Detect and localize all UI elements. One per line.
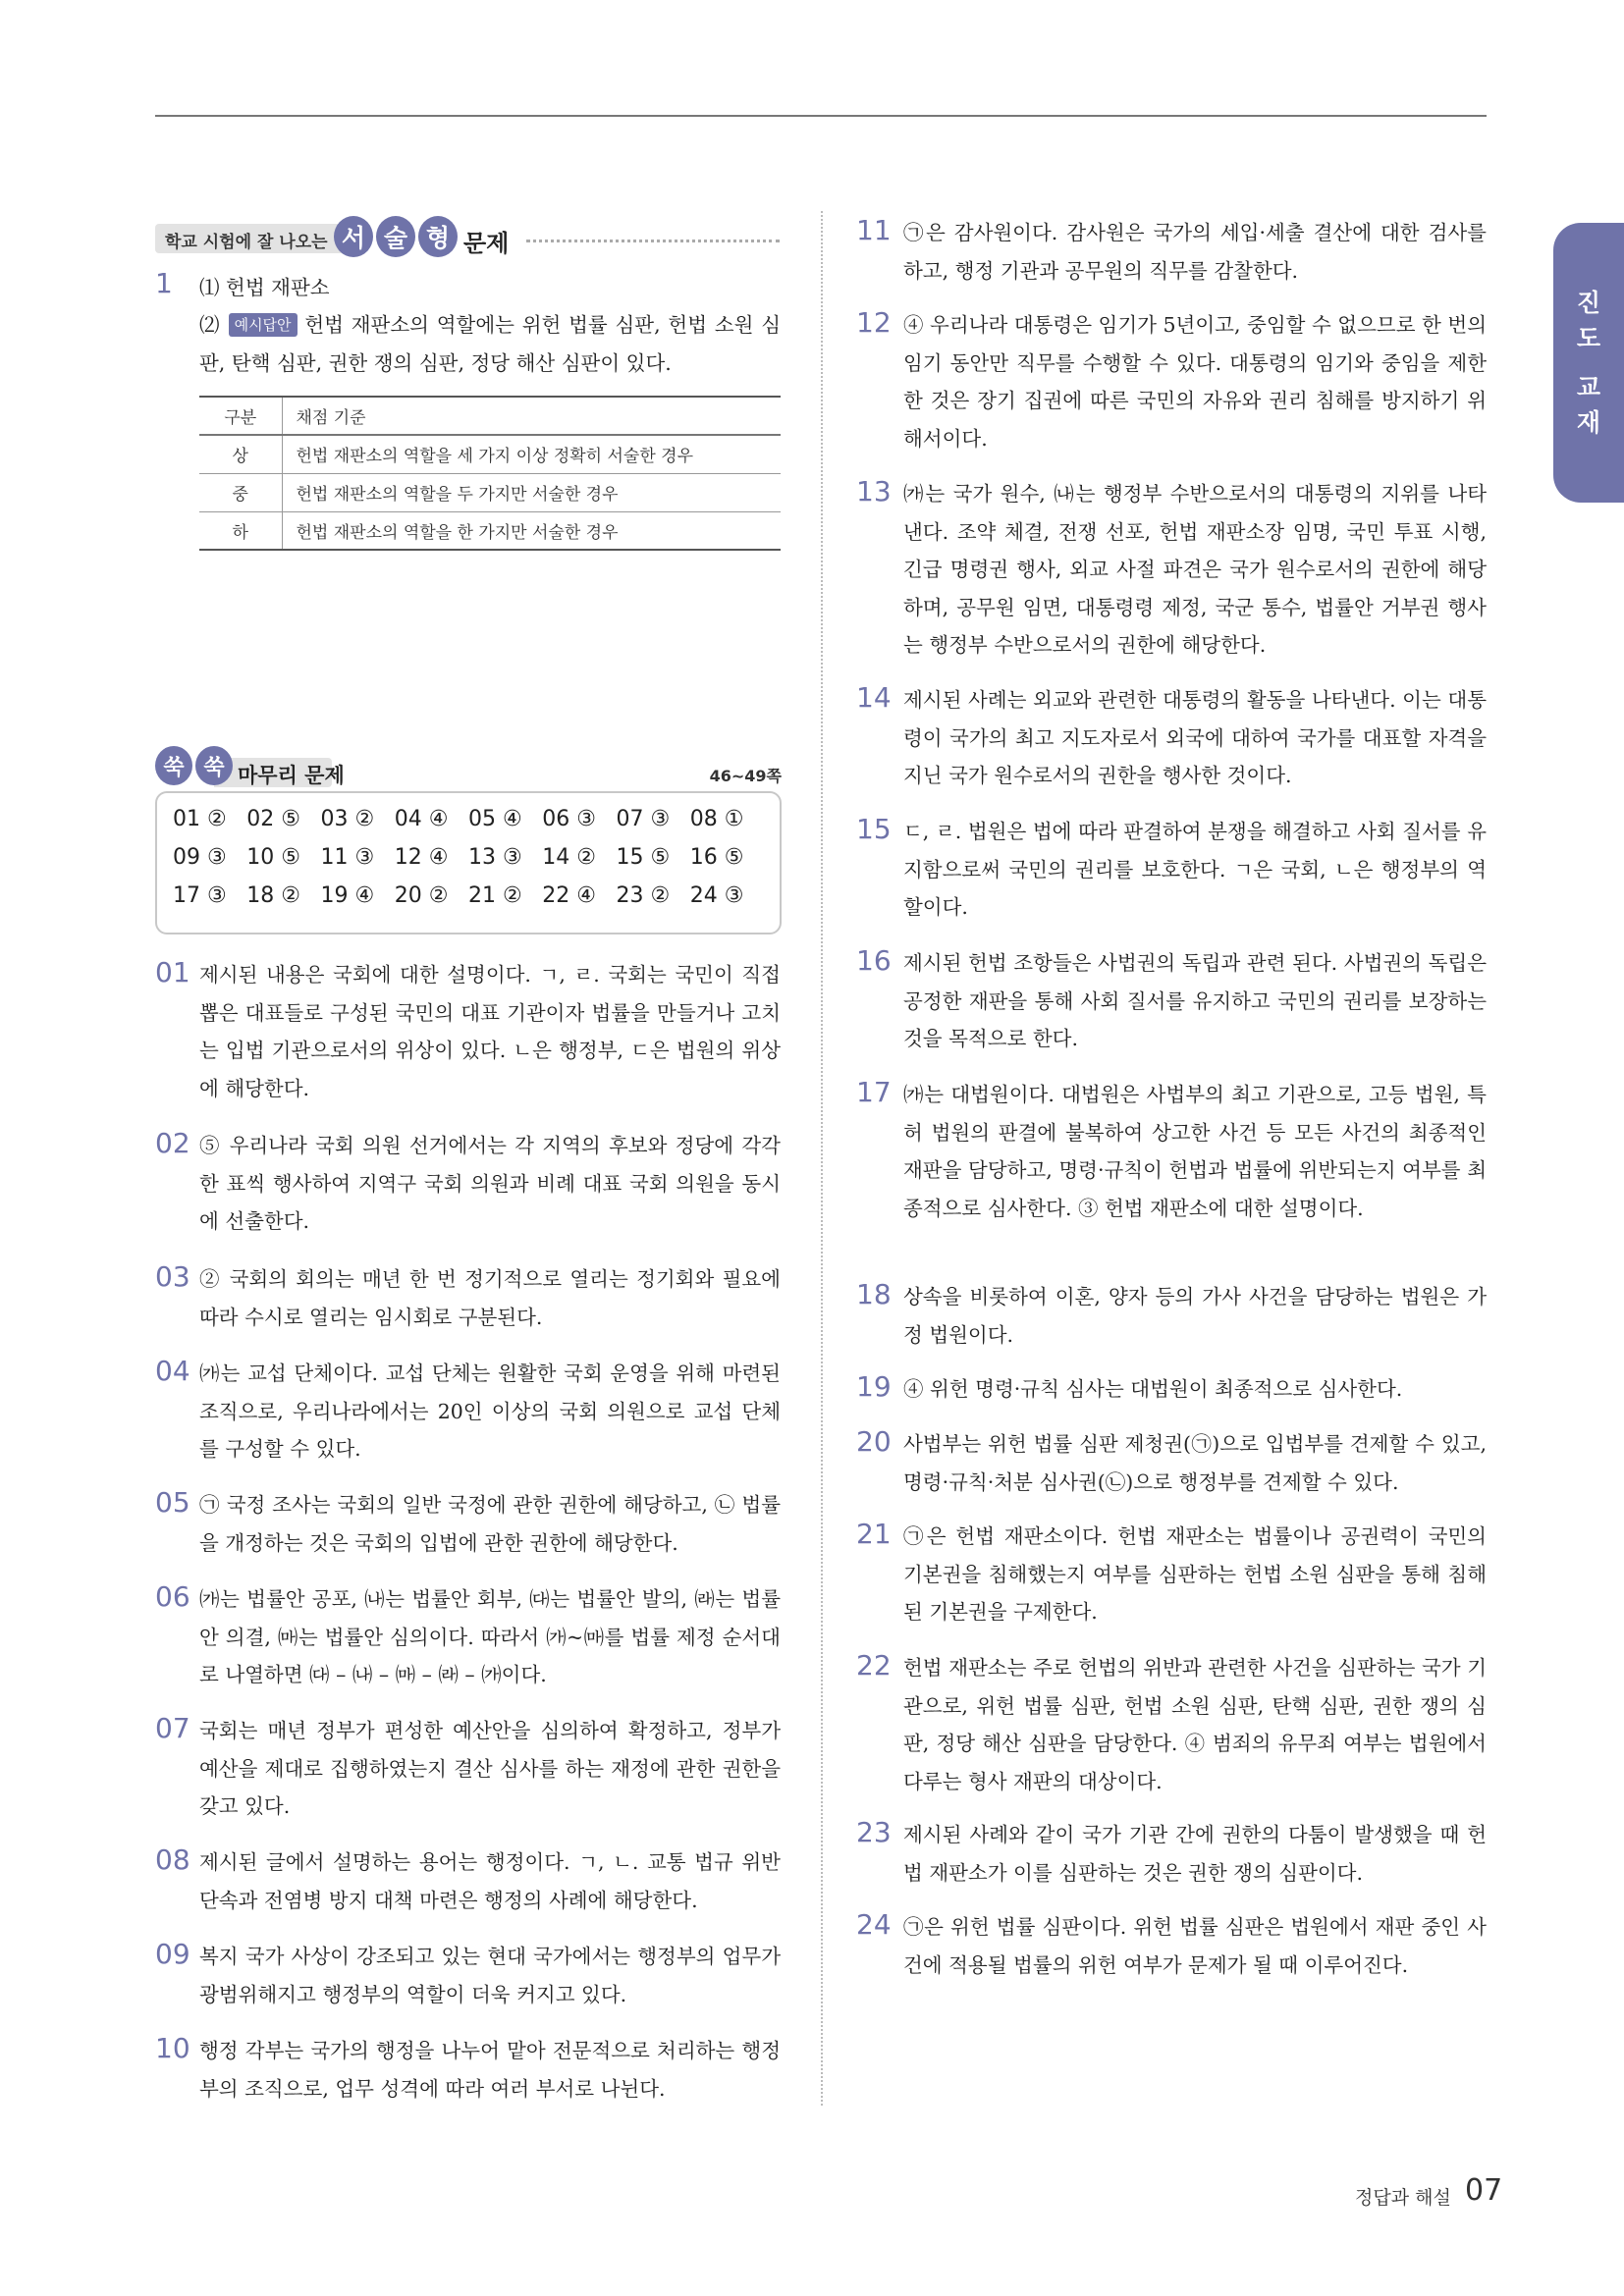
question-number: 14 — [856, 681, 892, 714]
page-range: 46~49쪽 — [709, 767, 782, 785]
question-number: 12 — [856, 306, 892, 339]
explanation-text: ④ 우리나라 대통령은 임기가 5년이고, 중임할 수 없으므로 한 번의 임기 동안만 직무를 수행할 수 있다. 대통령의 임기와 중임을 제한한 것은 장기 집권에 따른 국민의 자유와 권리 침해를 방지하기 위해서이다. — [903, 313, 1487, 451]
answer-item: 10 ⑤ — [246, 845, 300, 870]
explanation-text: 헌법 재판소는 주로 헌법의 위반과 관련한 사건을 심판하는 국가 기관으로, 위헌 법률 심판, 헌법 소원 심판, 탄핵 심판, 권한 쟁의 심판, 정당 해산 심판을 담당한다. ④ 범죄의 유무죄 여부는 법원에서 다루는 형사 재판의 대상이다. — [903, 1656, 1487, 1793]
question-number: 06 — [155, 1580, 190, 1613]
table-cell: 헌법 재판소의 역할을 세 가지 이상 정확히 서술한 경우 — [282, 435, 781, 473]
answer-item: 17 ③ — [173, 883, 227, 908]
question-number: 04 — [155, 1355, 190, 1387]
question-number: 20 — [856, 1425, 892, 1458]
scoring-table — [199, 396, 781, 551]
answer-item: 05 ④ — [468, 807, 522, 831]
bubble-char: 서 — [334, 216, 373, 257]
question-number: 15 — [856, 813, 892, 845]
question-number: 17 — [856, 1076, 892, 1108]
question-number: 10 — [155, 2032, 190, 2064]
section-header-bubbles — [155, 746, 233, 785]
question-number: 13 — [856, 475, 892, 507]
side-tab — [1553, 223, 1624, 503]
question-number: 19 — [856, 1370, 892, 1403]
question-number: 01 — [155, 956, 190, 988]
explanation-text: ㉠은 위헌 법률 심판이다. 위헌 법률 심판은 법원에서 재판 중인 사건에 적용될 법률의 위헌 여부가 문제가 될 때 이루어진다. — [903, 1915, 1487, 1977]
question-number: 22 — [856, 1649, 892, 1682]
table-row — [199, 473, 781, 511]
explanation-text: ⑤ 우리나라 국회 의원 선거에서는 각 지역의 후보와 정당에 각각 한 표씩 행사하여 지역구 국회 의원과 비례 대표 국회 의원을 동시에 선출한다. — [199, 1134, 781, 1233]
question-number: 24 — [856, 1908, 892, 1941]
explanation-text: 상속을 비롯하여 이혼, 양자 등의 가사 사건을 담당하는 법원은 가정 법원이다. — [903, 1285, 1487, 1347]
question-number: 11 — [856, 214, 892, 246]
example-answer-tag: 예시답안 — [229, 313, 298, 337]
section-header-review — [155, 746, 782, 791]
question-number: 08 — [155, 1843, 190, 1876]
explanation-text: ㉠은 헌법 재판소이다. 헌법 재판소는 법률이나 공권력이 국민의 기본권을 침해했는지 여부를 심판하는 헌법 소원 심판을 통해 침해된 기본권을 구제한다. — [903, 1524, 1487, 1624]
answer-item: 13 ③ — [468, 845, 522, 870]
answer-item: 22 ④ — [542, 883, 596, 908]
question-number: 09 — [155, 1938, 190, 1970]
bubble-char: 형 — [418, 216, 458, 257]
section-header-title: 문제 — [463, 230, 510, 257]
explanation-text: ㉠ 국정 조사는 국회의 일반 국정에 관한 권한에 해당하고, ㉡ 법률을 개정하는 것은 국회의 입법에 관한 권한에 해당한다. — [199, 1493, 781, 1555]
table-cell: 헌법 재판소의 역할을 한 가지만 서술한 경우 — [282, 511, 781, 550]
explanation-text: 제시된 내용은 국회에 대한 설명이다. ㄱ, ㄹ. 국회는 국민이 직접 뽑은 대표들로 구성된 국민의 대표 기관이자 법률을 만들거나 고치는 입법 기관으로서의 위상이 있다. ㄴ은 행정부, ㄷ은 법원의 위상에 해당한다. — [199, 963, 781, 1100]
answer-item: 23 ② — [616, 883, 671, 908]
answer-item: 12 ④ — [394, 845, 449, 870]
explanation-text: ㈎는 법률안 공포, ㈏는 법률안 회부, ㈐는 법률안 발의, ㈑는 법률안 의결, ㈒는 법률안 심의이다. 따라서 ㈎~㈒를 법률 제정 순서대로 나열하면 ㈐ – ㈏ – ㈒ – ㈑ – ㈎이다. — [199, 1587, 781, 1686]
answer-item: 20 ② — [394, 883, 449, 908]
explanation-text: 제시된 사례는 외교와 관련한 대통령의 활동을 나타낸다. 이는 대통령이 국가의 최고 지도자로서 외국에 대하여 국가를 대표할 자격을 지닌 국가 원수로서의 권한을 행사한 것이다. — [903, 688, 1487, 787]
answer-item: 03 ② — [320, 807, 375, 831]
explanation-text: ④ 위헌 명령·규칙 심사는 대법원이 최종적으로 심사한다. — [903, 1377, 1403, 1401]
explanation-text: ㈎는 교섭 단체이다. 교섭 단체는 원활한 국회 운영을 위해 마련된 조직으로, 우리나라에서는 20인 이상의 국회 의원으로 교섭 단체를 구성할 수 있다. — [199, 1362, 781, 1461]
top-rule — [155, 115, 1487, 117]
section-header-title: 마무리 문제 — [238, 764, 345, 787]
explanation-text: ㈎는 국가 원수, ㈏는 행정부 수반으로서의 대통령의 지위를 나타낸다. 조약 체결, 전쟁 선포, 헌법 재판소장 임명, 국민 투표 시행, 긴급 명령권 행사, 외교 사절 파견은 국가 원수로서의 권한에 해당하며, 공무원 임면, 대통령령 제정, 국군 통수, 법률안 거부권 행사는 행정부 수반으로서의 권한에 해당한다. — [903, 482, 1487, 657]
explanation-text: 제시된 헌법 조항들은 사법권의 독립과 관련 된다. 사법권의 독립은 공정한 재판을 통해 사회 질서를 유지하고 국민의 권리를 보장하는 것을 목적으로 한다. — [903, 951, 1487, 1050]
section-header-essay — [155, 216, 782, 259]
table-cell: 하 — [199, 511, 282, 550]
column-divider — [821, 211, 823, 2106]
side-tab-char: 재 — [1576, 407, 1601, 437]
explanation-text: 제시된 글에서 설명하는 용어는 행정이다. ㄱ, ㄴ. 교통 법규 위반 단속과 전염병 방지 대책 마련은 행정의 사례에 해당한다. — [199, 1850, 781, 1912]
answer-item: 04 ④ — [394, 807, 449, 831]
bubble-char: 쑥 — [155, 746, 192, 785]
question-number: 16 — [856, 944, 892, 977]
answer-item: 11 ③ — [320, 845, 375, 870]
answer-item: 24 ③ — [689, 883, 744, 908]
answer-key-grid — [173, 803, 764, 912]
q1-answer-1: ⑴ 헌법 재판소 — [199, 276, 330, 299]
table-header-cell: 구분 — [199, 397, 282, 435]
bubble-char: 쑥 — [195, 746, 233, 785]
q1-answer-2-text: 헌법 재판소의 역할에는 위헌 법률 심판, 헌법 소원 심판, 탄핵 심판, 권한 쟁의 심판, 정당 해산 심판이 있다. — [199, 313, 782, 375]
dotted-rule — [526, 240, 780, 242]
answer-item: 15 ⑤ — [616, 845, 671, 870]
side-tab-char: 도 — [1576, 323, 1601, 352]
side-tab-char: 진 — [1576, 288, 1601, 317]
answer-item: 02 ⑤ — [246, 807, 300, 831]
question-number: 21 — [856, 1518, 892, 1550]
table-cell: 헌법 재판소의 역할을 두 가지만 서술한 경우 — [282, 473, 781, 511]
answer-key-box — [155, 791, 782, 934]
question-number: 03 — [155, 1260, 190, 1293]
answer-item: 01 ② — [173, 807, 227, 831]
explanation-text: 국회는 매년 정부가 편성한 예산안을 심의하여 확정하고, 정부가 예산을 제대로 집행하였는지 결산 심사를 하는 재정에 관한 권한을 갖고 있다. — [199, 1719, 781, 1818]
section-header-bubbles — [334, 216, 458, 257]
question-number: 07 — [155, 1712, 190, 1744]
answer-item: 16 ⑤ — [689, 845, 744, 870]
table-cell: 중 — [199, 473, 282, 511]
side-tab-char: 교 — [1576, 372, 1601, 401]
explanation-text: 제시된 사례와 같이 국가 기관 간에 권한의 다툼이 발생했을 때 헌법 재판소가 이를 심판하는 것은 권한 쟁의 심판이다. — [903, 1823, 1487, 1885]
answer-item: 06 ③ — [542, 807, 596, 831]
answer-item: 18 ② — [246, 883, 300, 908]
explanation-text: ㈎는 대법원이다. 대법원은 사법부의 최고 기관으로, 고등 법원, 특허 법원의 판결에 불복하여 상고한 사건 등 모든 사건의 최종적인 재판을 담당하고, 명령·규칙이 헌법과 법률에 위반되는지 여부를 최종적으로 심사한다. ③ 헌법 재판소에 대한 설명이다. — [903, 1083, 1487, 1220]
answer-item: 19 ④ — [320, 883, 375, 908]
answer-item: 07 ③ — [616, 807, 671, 831]
explanation-text: 사법부는 위헌 법률 심판 제청권(㉠)으로 입법부를 견제할 수 있고, 명령·규칙·처분 심사권(㉡)으로 행정부를 견제할 수 있다. — [903, 1432, 1487, 1494]
answer-item: 08 ① — [689, 807, 744, 831]
answer-item: 14 ② — [542, 845, 596, 870]
question-number: 05 — [155, 1486, 190, 1519]
explanation-text: ㄷ, ㄹ. 법원은 법에 따라 판결하여 분쟁을 해결하고 사회 질서를 유지함으로써 국민의 권리를 보호한다. ㄱ은 국회, ㄴ은 행정부의 역할이다. — [903, 820, 1487, 919]
question-number: 18 — [856, 1278, 892, 1310]
table-header-cell: 채점 기준 — [282, 397, 781, 435]
explanation-text: 행정 각부는 국가의 행정을 나누어 맡아 전문적으로 처리하는 행정부의 조직으로, 업무 성격에 따라 여러 부서로 나뉜다. — [199, 2039, 781, 2101]
section-header-prefix: 학교 시험에 잘 나오는 — [165, 233, 328, 252]
question-number: 1 — [155, 267, 173, 299]
footer-label: 정답과 해설 — [1355, 2187, 1451, 2209]
table-cell: 상 — [199, 435, 282, 473]
answer-item: 21 ② — [468, 883, 522, 908]
q1-answer-2 — [199, 306, 781, 382]
bubble-char: 술 — [376, 216, 415, 257]
explanation-text: 복지 국가 사상이 강조되고 있는 현대 국가에서는 행정부의 업무가 광범위해지고 행정부의 역할이 더욱 커지고 있다. — [199, 1945, 781, 2006]
explanation-text: ㉠은 감사원이다. 감사원은 국가의 세입·세출 결산에 대한 검사를 하고, 행정 기관과 공무원의 직무를 감찰한다. — [903, 221, 1487, 283]
page-number: 07 — [1465, 2173, 1503, 2208]
explanation-text: ② 국회의 회의는 매년 한 번 정기적으로 열리는 정기회와 필요에 따라 수시로 열리는 임시회로 구분된다. — [199, 1267, 781, 1329]
table-row — [199, 435, 781, 473]
table-header-row — [199, 397, 781, 435]
answer-item: 09 ③ — [173, 845, 227, 870]
table-row — [199, 511, 781, 550]
question-number: 02 — [155, 1127, 190, 1159]
question-number: 23 — [856, 1816, 892, 1848]
q1-answer-2-prefix: ⑵ — [199, 313, 221, 337]
